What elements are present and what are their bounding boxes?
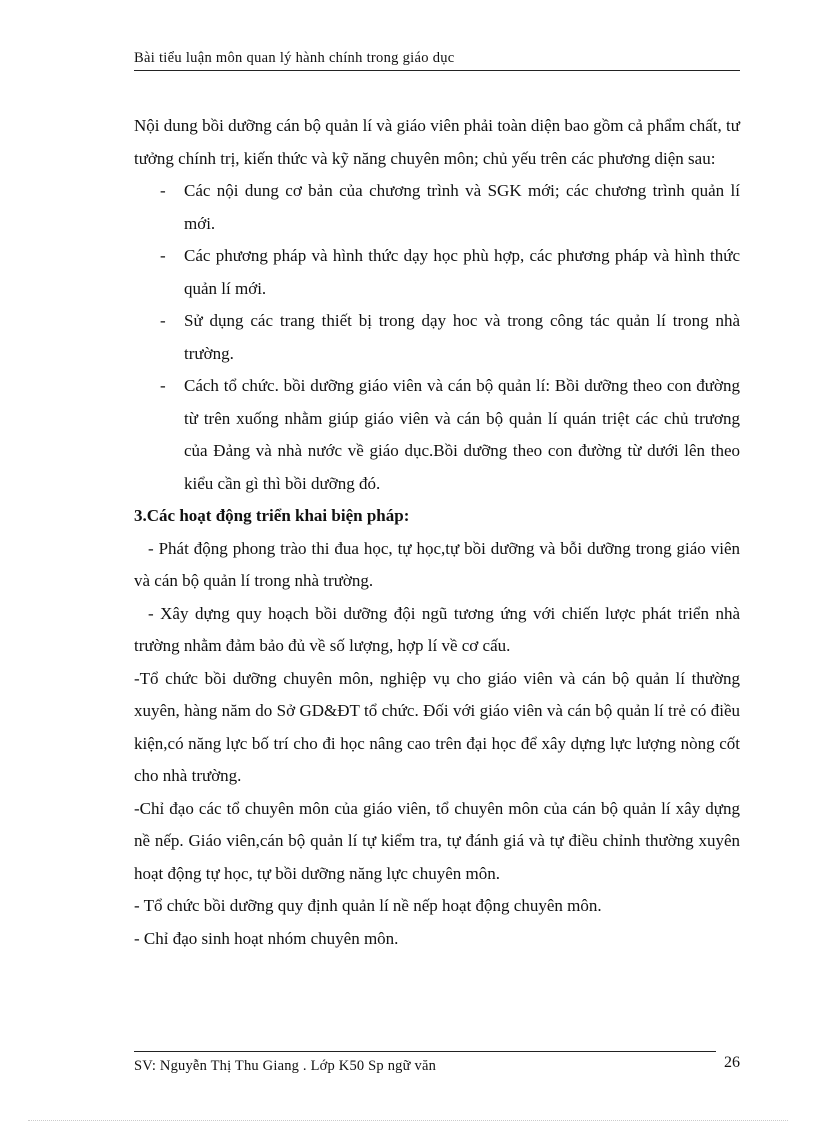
paragraph: - Xây dựng quy hoạch bồi dưỡng đội ngũ tương ứng với chiến lược phát triển nhà trường nhằm đảm bảo đủ về số lượng, hợp lí về cơ cấu. [134,603,740,655]
header-title: Bài tiểu luận môn quan lý hành chính trong giáo dục [134,50,455,66]
page-header [134,50,740,71]
paragraph: - Phát động phong trào thi đua học, tự học,tự bồi dưỡng và bỗi dưỡng trong giáo viên và cán bộ quản lí trong nhà trường. [134,538,740,590]
list-item-text: Cách tổ chức. bồi dưỡng giáo viên và cán bộ quản lí: Bồi dưỡng theo con đường từ trên xuống nhằm giúp giáo viên và cán bộ quản lí quán triệt các chủ trương của Đảng và nhà nước về giáo dục.Bồi dưỡng theo con đường từ dưới lên theo kiểu cần gì thì bồi dưỡng đó. [184,376,740,493]
footer-divider [134,1051,716,1052]
document-body [134,110,740,955]
list-item [134,175,740,240]
bullet-list [134,175,740,500]
list-item [134,370,740,500]
paragraph: - Tổ chức bồi dưỡng quy định quản lí nề nếp hoạt động chuyên môn. [134,896,602,915]
page-number: 26 [724,1054,740,1071]
bullet-marker: - [160,376,166,395]
list-item-text: Các nội dung cơ bản của chương trình và SGK mới; các chương trình quản lí mới. [184,181,740,233]
intro-paragraph: Nội dung bồi dưỡng cán bộ quản lí và giáo viên phải toàn diện bao gồm cả phẩm chất, tư tưởng chính trị, kiến thức và kỹ năng chuyên môn; chủ yếu trên các phương diện sau: [134,116,740,168]
paragraph: -Tổ chức bồi dưỡng chuyên môn, nghiệp vụ cho giáo viên và cán bộ quản lí thường xuyên, hàng năm do Sở GD&ĐT tổ chức. Đối với giáo viên và cán bộ quản lí trẻ có điều kiện,có năng lực bố trí cho đi học nâng cao trên đại học để xây dựng lực lượng nòng cốt cho nhà trường. [134,668,740,785]
bullet-marker: - [160,246,166,265]
bullet-marker: - [160,181,166,200]
list-item-text: Các phương pháp và hình thức dạy học phù hợp, các phương pháp và hình thức quản lí mới. [184,246,740,298]
paragraph: -Chỉ đạo các tổ chuyên môn của giáo viên, tổ chuyên môn của cán bộ quản lí xây dựng nề nếp. Giáo viên,cán bộ quản lí tự kiểm tra, tự đánh giá và tự điều chỉnh thường xuyên hoạt động tự học, tự bồi dưỡng năng lực chuyên môn. [134,798,740,883]
paragraph: - Chỉ đạo sinh hoạt nhóm chuyên môn. [134,928,399,948]
bullet-marker: - [160,311,166,330]
list-item-text: Sử dụng các trang thiết bị trong dạy hoc và trong công tác quản lí trong nhà trường. [184,311,740,363]
section-heading: 3.Các hoạt động triển khai biện pháp: [134,506,410,525]
list-item [134,240,740,305]
page-edge-divider [28,1120,788,1121]
list-item [134,305,740,370]
footer-student-info: SV: Nguyễn Thị Thu Giang . Lớp K50 Sp ngữ văn [134,1058,437,1074]
